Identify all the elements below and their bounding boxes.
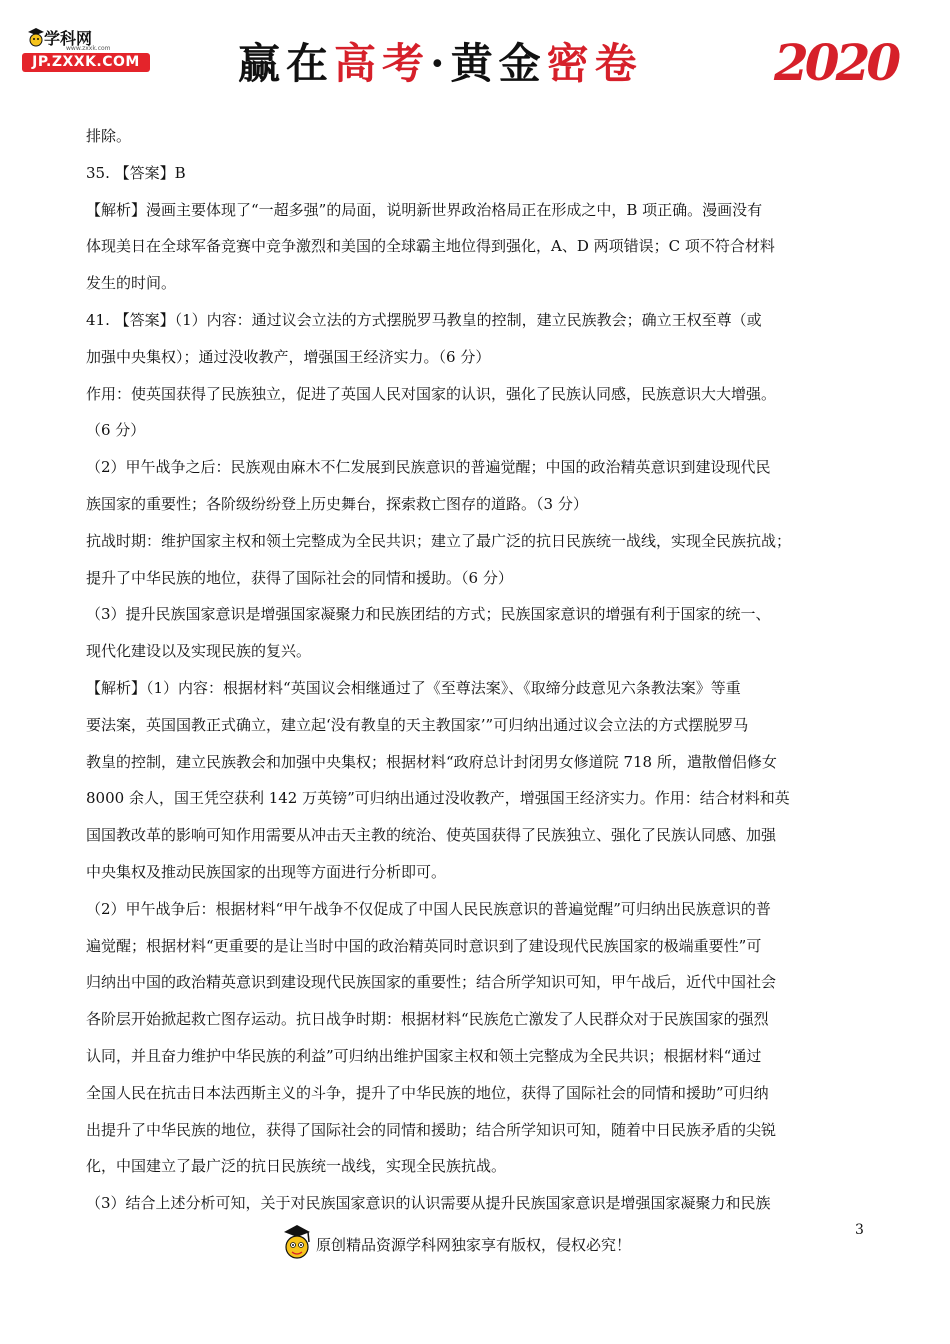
zxxk-logo[interactable] xyxy=(22,26,152,78)
page-footer xyxy=(280,1222,700,1266)
text-line: 族国家的重要性；各阶级纷纷登上历史舞台，探索救亡图存的道路。（3 分） xyxy=(86,494,588,513)
text-line: 排除。 xyxy=(86,127,132,145)
text-line: 发生的时间。 xyxy=(86,274,177,293)
text-line: 抗战时期：维护国家主权和领土完整成为全民共识；建立了最广泛的抗日民族统一战线，实现全民族抗战； xyxy=(86,531,792,550)
text-line: 中央集权及推动民族国家的出现等方面进行分析即可。 xyxy=(86,862,447,881)
text-line: 加强中央集权）；通过没收教产，增强国王经济实力。（6 分） xyxy=(86,347,491,366)
logo-url-text: www.zxxk.com xyxy=(66,45,111,52)
document-body xyxy=(86,118,866,1222)
text-line: （2）甲午战争后：根据材料“甲午战争不仅促成了中国人民民族意识的普遍觉醒”可归纳出民族意识的普 xyxy=(86,899,771,918)
text-line: 现代化建设以及实现民族的复兴。 xyxy=(86,642,312,661)
text-line: （6 分） xyxy=(86,421,146,440)
text-line: 【解析】（1）内容：根据材料“英国议会相继通过了《至尊法案》、《取缔分歧意见六条教法案》等重 xyxy=(86,678,741,697)
mascot-icon xyxy=(280,1222,314,1264)
text-line: 【解析】漫画主要体现了“一超多强”的局面，说明新世界政治格局正在形成之中，B 项正确。漫画没有 xyxy=(86,200,763,219)
page-header xyxy=(0,0,950,110)
text-line: 35. 【答案】B xyxy=(86,163,186,182)
text-line: 国国教改革的影响可知作用需要从冲击天主教的统治、使英国获得了民族独立、强化了民族认同感、加强 xyxy=(86,826,777,845)
text-line: （3）提升民族国家意识是增强国家凝聚力和民族团结的方式；民族国家意识的增强有利于国家的统一、 xyxy=(86,605,771,624)
text-line: 遍觉醒；根据材料“更重要的是让当时中国的政治精英同时意识到了建设现代民族国家的极端重要性”可 xyxy=(86,936,762,955)
year-2020-logo xyxy=(772,30,900,90)
mascot-icon xyxy=(26,26,46,48)
title-part-1: 赢在 xyxy=(238,39,335,88)
logo-cn-text: 学科网 xyxy=(44,29,93,48)
text-line: 41. 【答案】（1）内容：通过议会立法的方式摆脱罗马教皇的控制，建立民族教会；确立王权至尊（或 xyxy=(86,310,762,329)
text-line: 全国人民在抗击日本法西斯主义的斗争，提升了中华民族的地位，获得了国际社会的同情和援助”可归纳 xyxy=(86,1083,769,1102)
title-part-3: ·黄金 xyxy=(430,39,547,88)
page-number: 3 xyxy=(855,1222,864,1238)
text-line: 要法案，英国国教正式确立，建立起‘没有教皇的天主教国家’”可归纳出通过议会立法的方式摆脱罗马 xyxy=(86,715,749,734)
text-line: 8000 余人，国王凭空获利 142 万英镑”可归纳出通过没收教产，增强国王经济实力。作用：结合材料和英 xyxy=(86,789,790,808)
text-line: 教皇的控制，建立民族教会和加强中央集权；根据材料“政府总计封闭男女修道院 718 所，遣散僧侣修女 xyxy=(86,752,777,771)
text-line: （3）结合上述分析可知，关于对民族国家意识的认识需要从提升民族国家意识是增强国家凝聚力和民族 xyxy=(86,1194,771,1213)
title-part-2: 高考 xyxy=(334,39,431,88)
year-text: 2020 xyxy=(774,33,898,90)
title-part-4: 密卷 xyxy=(546,39,643,88)
text-line: 体现美日在全球军备竞赛中竞争激烈和美国的全球霸主地位得到强化，A、D 两项错误；C 项不符合材料 xyxy=(86,237,775,256)
text-line: 归纳出中国的政治精英意识到建设现代民族国家的重要性；结合所学知识可知，甲午战后，近代中国社会 xyxy=(86,973,777,992)
text-line: 认同，并且奋力维护中华民族的利益”可归纳出维护国家主权和领土完整成为全民共识；根据材料“通过 xyxy=(86,1046,762,1065)
text-line: 提升了中华民族的地位，获得了国际社会的同情和援助。（6 分） xyxy=(86,568,513,587)
text-line: 化，中国建立了最广泛的抗日民族统一战线，实现全民族抗战。 xyxy=(86,1157,507,1176)
copyright-notice: 原创精品资源学科网独家享有版权，侵权必究！ xyxy=(316,1236,632,1254)
text-line: 各阶层开始掀起救亡图存运动。抗日战争时期：根据材料“民族危亡激发了人民群众对于民族国家的强烈 xyxy=(86,1010,769,1029)
text-line: 作用：使英国获得了民族独立，促进了英国人民对国家的认识，强化了民族认同感，民族意识大大增强。 xyxy=(86,384,777,403)
banner-title xyxy=(238,36,718,92)
text-line: （2）甲午战争之后：民族观由麻木不仁发展到民族意识的普遍觉醒；中国的政治精英意识到建设现代民 xyxy=(86,458,771,477)
text-line: 出提升了中华民族的地位，获得了国际社会的同情和援助；结合所学知识可知，随着中日民族矛盾的尖锐 xyxy=(86,1120,777,1139)
logo-domain: JP.ZXXK.COM xyxy=(22,53,150,72)
